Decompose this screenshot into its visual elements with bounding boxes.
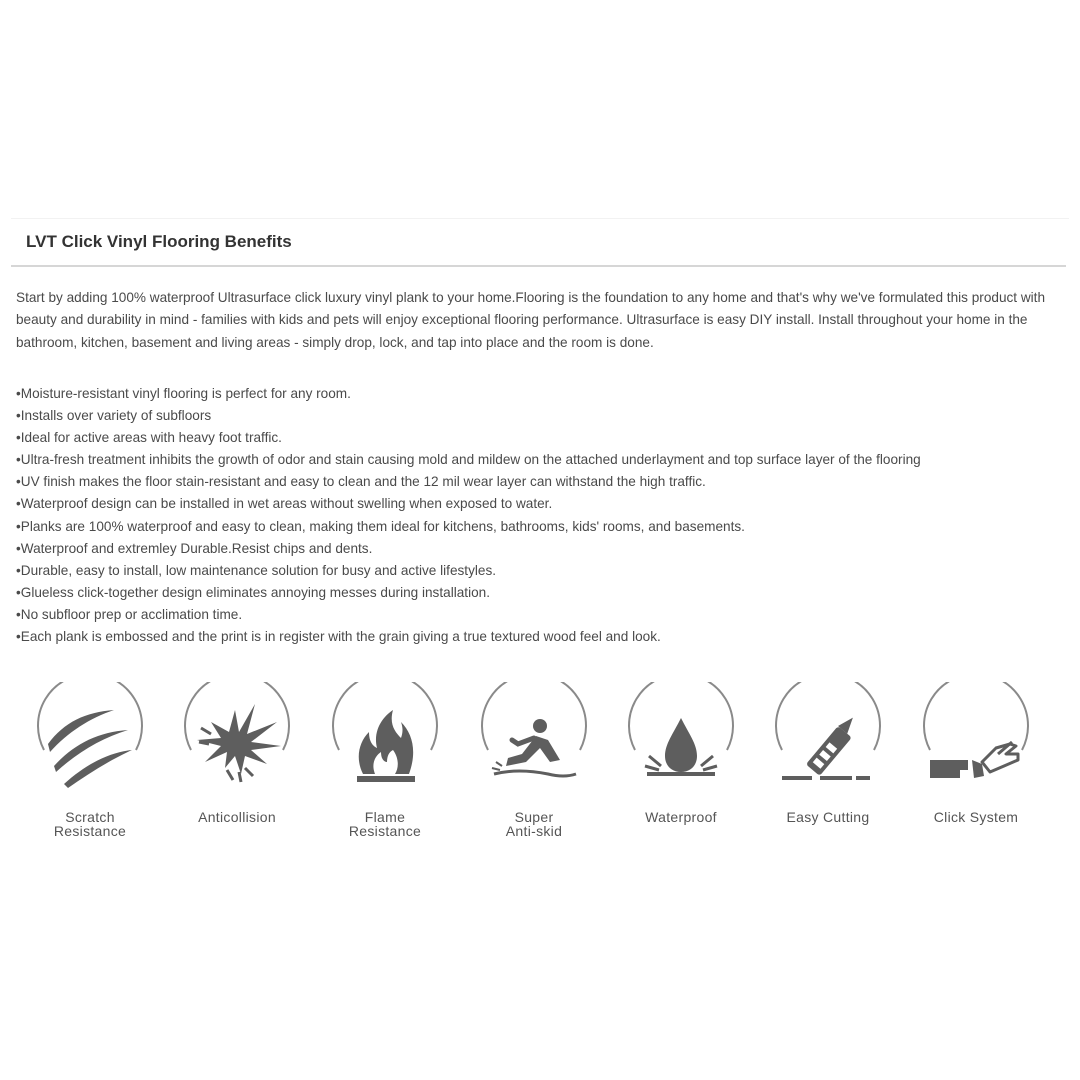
feature-label-line: Anti-skid (505, 823, 563, 839)
flame-icon (329, 682, 441, 794)
feature-label (611, 810, 751, 824)
benefit-item: •Ultra-fresh treatment inhibits the growth of odor and stain causing mold and mildew on the attached underlayment and top surface layer of the flooring (16, 452, 921, 468)
feature-scratch-resistance (20, 682, 160, 852)
intro-line: bathroom, kitchen, basement and living areas - simply drop, lock, and tap into place and the room is done. (16, 334, 654, 350)
feature-label (20, 810, 160, 838)
utility-knife-icon (772, 682, 884, 794)
benefit-item: •Ideal for active areas with heavy foot traffic. (16, 430, 282, 446)
feature-waterproof (611, 682, 751, 852)
water-drop-icon (625, 682, 737, 794)
benefit-item: •No subfloor prep or acclimation time. (16, 606, 243, 622)
benefit-item: •Waterproof design can be installed in wet areas without swelling when exposed to water. (16, 496, 553, 512)
feature-label-line: Resistance (348, 823, 422, 839)
feature-label (906, 810, 1046, 824)
benefit-item: •Planks are 100% waterproof and easy to clean, making them ideal for kitchens, bathrooms, kids' rooms, and basements. (16, 518, 745, 534)
section-heading: LVT Click Vinyl Flooring Benefits (26, 232, 292, 251)
panel-top-border (11, 218, 1069, 219)
feature-icons-row (0, 682, 1080, 852)
intro-paragraph (16, 287, 1066, 354)
feature-click-system (906, 682, 1046, 852)
benefit-item: •Glueless click-together design eliminates annoying messes during installation. (16, 584, 490, 600)
benefits-list (16, 383, 921, 648)
feature-label (167, 810, 307, 824)
benefit-item: •Each plank is embossed and the print is in register with the grain giving a true textured wood feel and look. (16, 629, 661, 645)
feature-easy-cutting (758, 682, 898, 852)
impact-burst-icon (181, 682, 293, 794)
click-lock-hand-icon (920, 682, 1032, 794)
feature-label (758, 810, 898, 824)
benefit-item: •Installs over variety of subfloors (16, 408, 212, 424)
feature-label-line: Easy Cutting (786, 809, 870, 825)
benefit-item: •Waterproof and extremley Durable.Resist chips and dents. (16, 540, 373, 556)
feature-label-line: Anticollision (198, 809, 276, 825)
benefit-item: •UV finish makes the floor stain-resistant and easy to clean and the 12 mil wear layer can withstand the high traffic. (16, 474, 706, 490)
feature-flame-resistance (315, 682, 455, 852)
benefit-item: •Durable, easy to install, low maintenance solution for busy and active lifestyles. (16, 562, 497, 578)
scratch-icon (34, 682, 146, 794)
feature-label (464, 810, 604, 838)
feature-label-line: Click System (933, 809, 1019, 825)
feature-anticollision (167, 682, 307, 852)
benefit-item: •Moisture-resistant vinyl flooring is perfect for any room. (16, 386, 351, 401)
feature-label-line: Super (514, 809, 554, 825)
feature-label (315, 810, 455, 838)
intro-line: Start by adding 100% waterproof Ultrasurface click luxury vinyl plank to your home.Flooring is the foundation to any home and that's why we've formulated this product with (16, 290, 1046, 305)
feature-super-anti-skid (464, 682, 604, 852)
slipping-person-icon (478, 682, 590, 794)
feature-label-line: Resistance (53, 823, 127, 839)
feature-label-line: Waterproof (645, 809, 717, 825)
feature-label-line: Scratch (65, 809, 115, 825)
feature-label-line: Flame (364, 809, 406, 825)
heading-divider (11, 265, 1066, 267)
intro-line: beauty and durability in mind - families with kids and pets will enjoy exceptional flooring performance. Ultrasurface is easy DIY install. Install throughout your home in the (16, 312, 1028, 328)
